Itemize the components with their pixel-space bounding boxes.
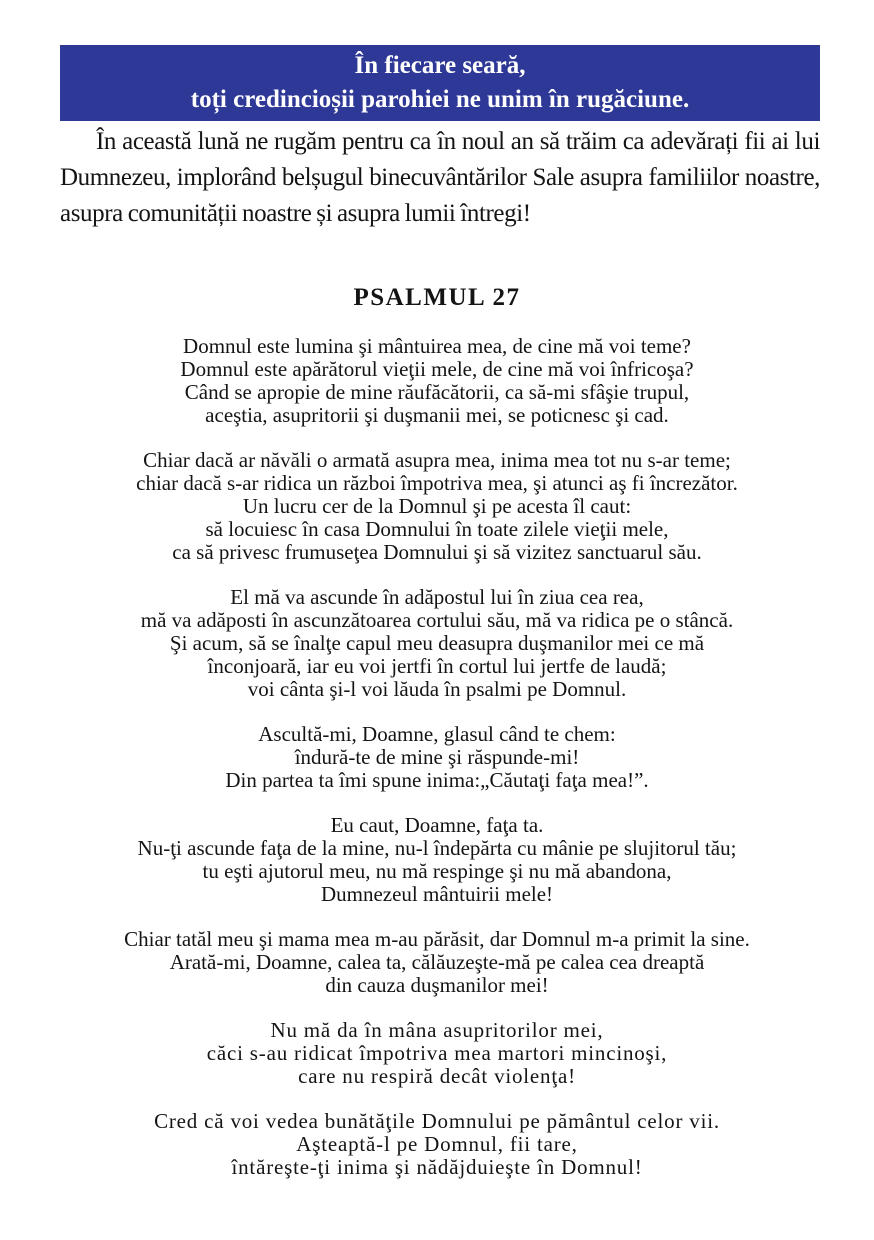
intro-section [60, 124, 820, 232]
psalm-verse: Şi acum, să se înalţe capul meu deasupra duşmanilor mei ce mă [169, 631, 705, 655]
psalm-stanza-6 [0, 928, 874, 997]
psalm-verse: Eu caut, Doamne, faţa ta. [330, 813, 544, 837]
psalm-title: PSALMUL 27 [353, 284, 521, 311]
psalm-verse: căci s-au ridicat împotriva mea martori mincinoşi, [206, 1041, 668, 1065]
psalm-verse: tu eşti ajutorul meu, nu mă respinge şi nu mă abandona, [202, 859, 672, 883]
psalm-stanza-1 [0, 335, 874, 427]
banner-title-line-2: toți credincioșii parohiei ne unim în rugăciune. [190, 86, 690, 113]
psalm-verse: Dumnezeul mântuirii mele! [320, 882, 554, 906]
psalm-verse: Ascultă-mi, Doamne, glasul când te chem: [258, 722, 616, 746]
psalm-verse: Un lucru cer de la Domnul şi pe acesta îl caut: [242, 494, 632, 518]
psalm-verse: Nu-ţi ascunde faţa de la mine, nu-l îndepărta cu mânie pe slujitorul tău; [137, 836, 737, 860]
psalm-verse: să locuiesc în casa Domnului în toate zilele vieţii mele, [205, 517, 669, 541]
psalm-verse: chiar dacă s-ar ridica un război împotriva mea, şi atunci aş fi încrezător. [136, 471, 738, 495]
psalm-verse: Cred că voi vedea bunătăţile Domnului pe pământul celor vii. [154, 1109, 720, 1133]
psalm-stanza-2 [0, 449, 874, 564]
psalm-stanza-7 [0, 1019, 874, 1088]
psalm-verse: Aşteaptă-l pe Domnul, fii tare, [296, 1132, 578, 1156]
psalm-verse: Când se apropie de mine răufăcătorii, ca să-mi sfâşie trupul, [184, 380, 690, 404]
psalm-verse: El mă va ascunde în adăpostul lui în ziua cea rea, [230, 585, 644, 609]
psalm-verse: Chiar tatăl meu şi mama mea m-au părăsit, dar Domnul m-a primit la sine. [124, 927, 750, 951]
psalm-stanza-4 [0, 723, 874, 792]
intro-paragraph: În această lună ne rugăm pentru ca în noul an să trăim ca adevărați fii ai lui Dumnezeu, implorând belșugul binecuvântărilor Sale asupra familiilor noastre, asupra comunității noastre și asupra lumii întregi! [60, 128, 820, 227]
psalm-verse: mă va adăposti în ascunzătoarea cortului său, mă va ridica pe o stâncă. [140, 608, 734, 632]
psalm-stanza-8 [0, 1110, 874, 1179]
psalm-verse: din cauza duşmanilor mei! [325, 973, 549, 997]
psalm-verse: care nu respiră decât violenţa! [298, 1064, 576, 1088]
psalm-stanza-3 [0, 586, 874, 701]
psalm-text [0, 335, 874, 1201]
psalm-verse: întăreşte-ţi inima şi nădăjduieşte în Domnul! [231, 1155, 643, 1179]
psalm-stanza-5 [0, 814, 874, 906]
announcement-banner [60, 45, 820, 121]
psalm-verse: înconjoară, iar eu voi jertfi în cortul lui jertfe de laudă; [207, 654, 667, 678]
psalm-verse: voi cânta şi-l voi lăuda în psalmi pe Domnul. [247, 677, 627, 701]
banner-title-line-1: În fiecare seară, [354, 52, 526, 79]
psalm-verse: Domnul este lumina şi mântuirea mea, de cine mă voi teme? [183, 334, 691, 358]
psalm-verse: îndură-te de mine şi răspunde-mi! [294, 745, 580, 769]
psalm-verse: Chiar dacă ar năvăli o armată asupra mea, inima mea tot nu s-ar teme; [143, 448, 731, 472]
psalm-verse: ca să privesc frumuseţea Domnului şi să vizitez sanctuarul său. [172, 540, 702, 564]
psalm-verse: Nu mă da în mâna asupritorilor mei, [270, 1018, 604, 1042]
psalm-verse: Din partea ta îmi spune inima:„Căutaţi faţa mea!”. [225, 768, 649, 792]
psalm-verse: Domnul este apărătorul vieţii mele, de cine mă voi înfricoşa? [180, 357, 694, 381]
psalm-verse: aceştia, asupritorii şi duşmanii mei, se poticnesc şi cad. [205, 403, 669, 427]
psalm-verse: Arată-mi, Doamne, calea ta, călăuzeşte-mă pe calea cea dreaptă [169, 950, 705, 974]
